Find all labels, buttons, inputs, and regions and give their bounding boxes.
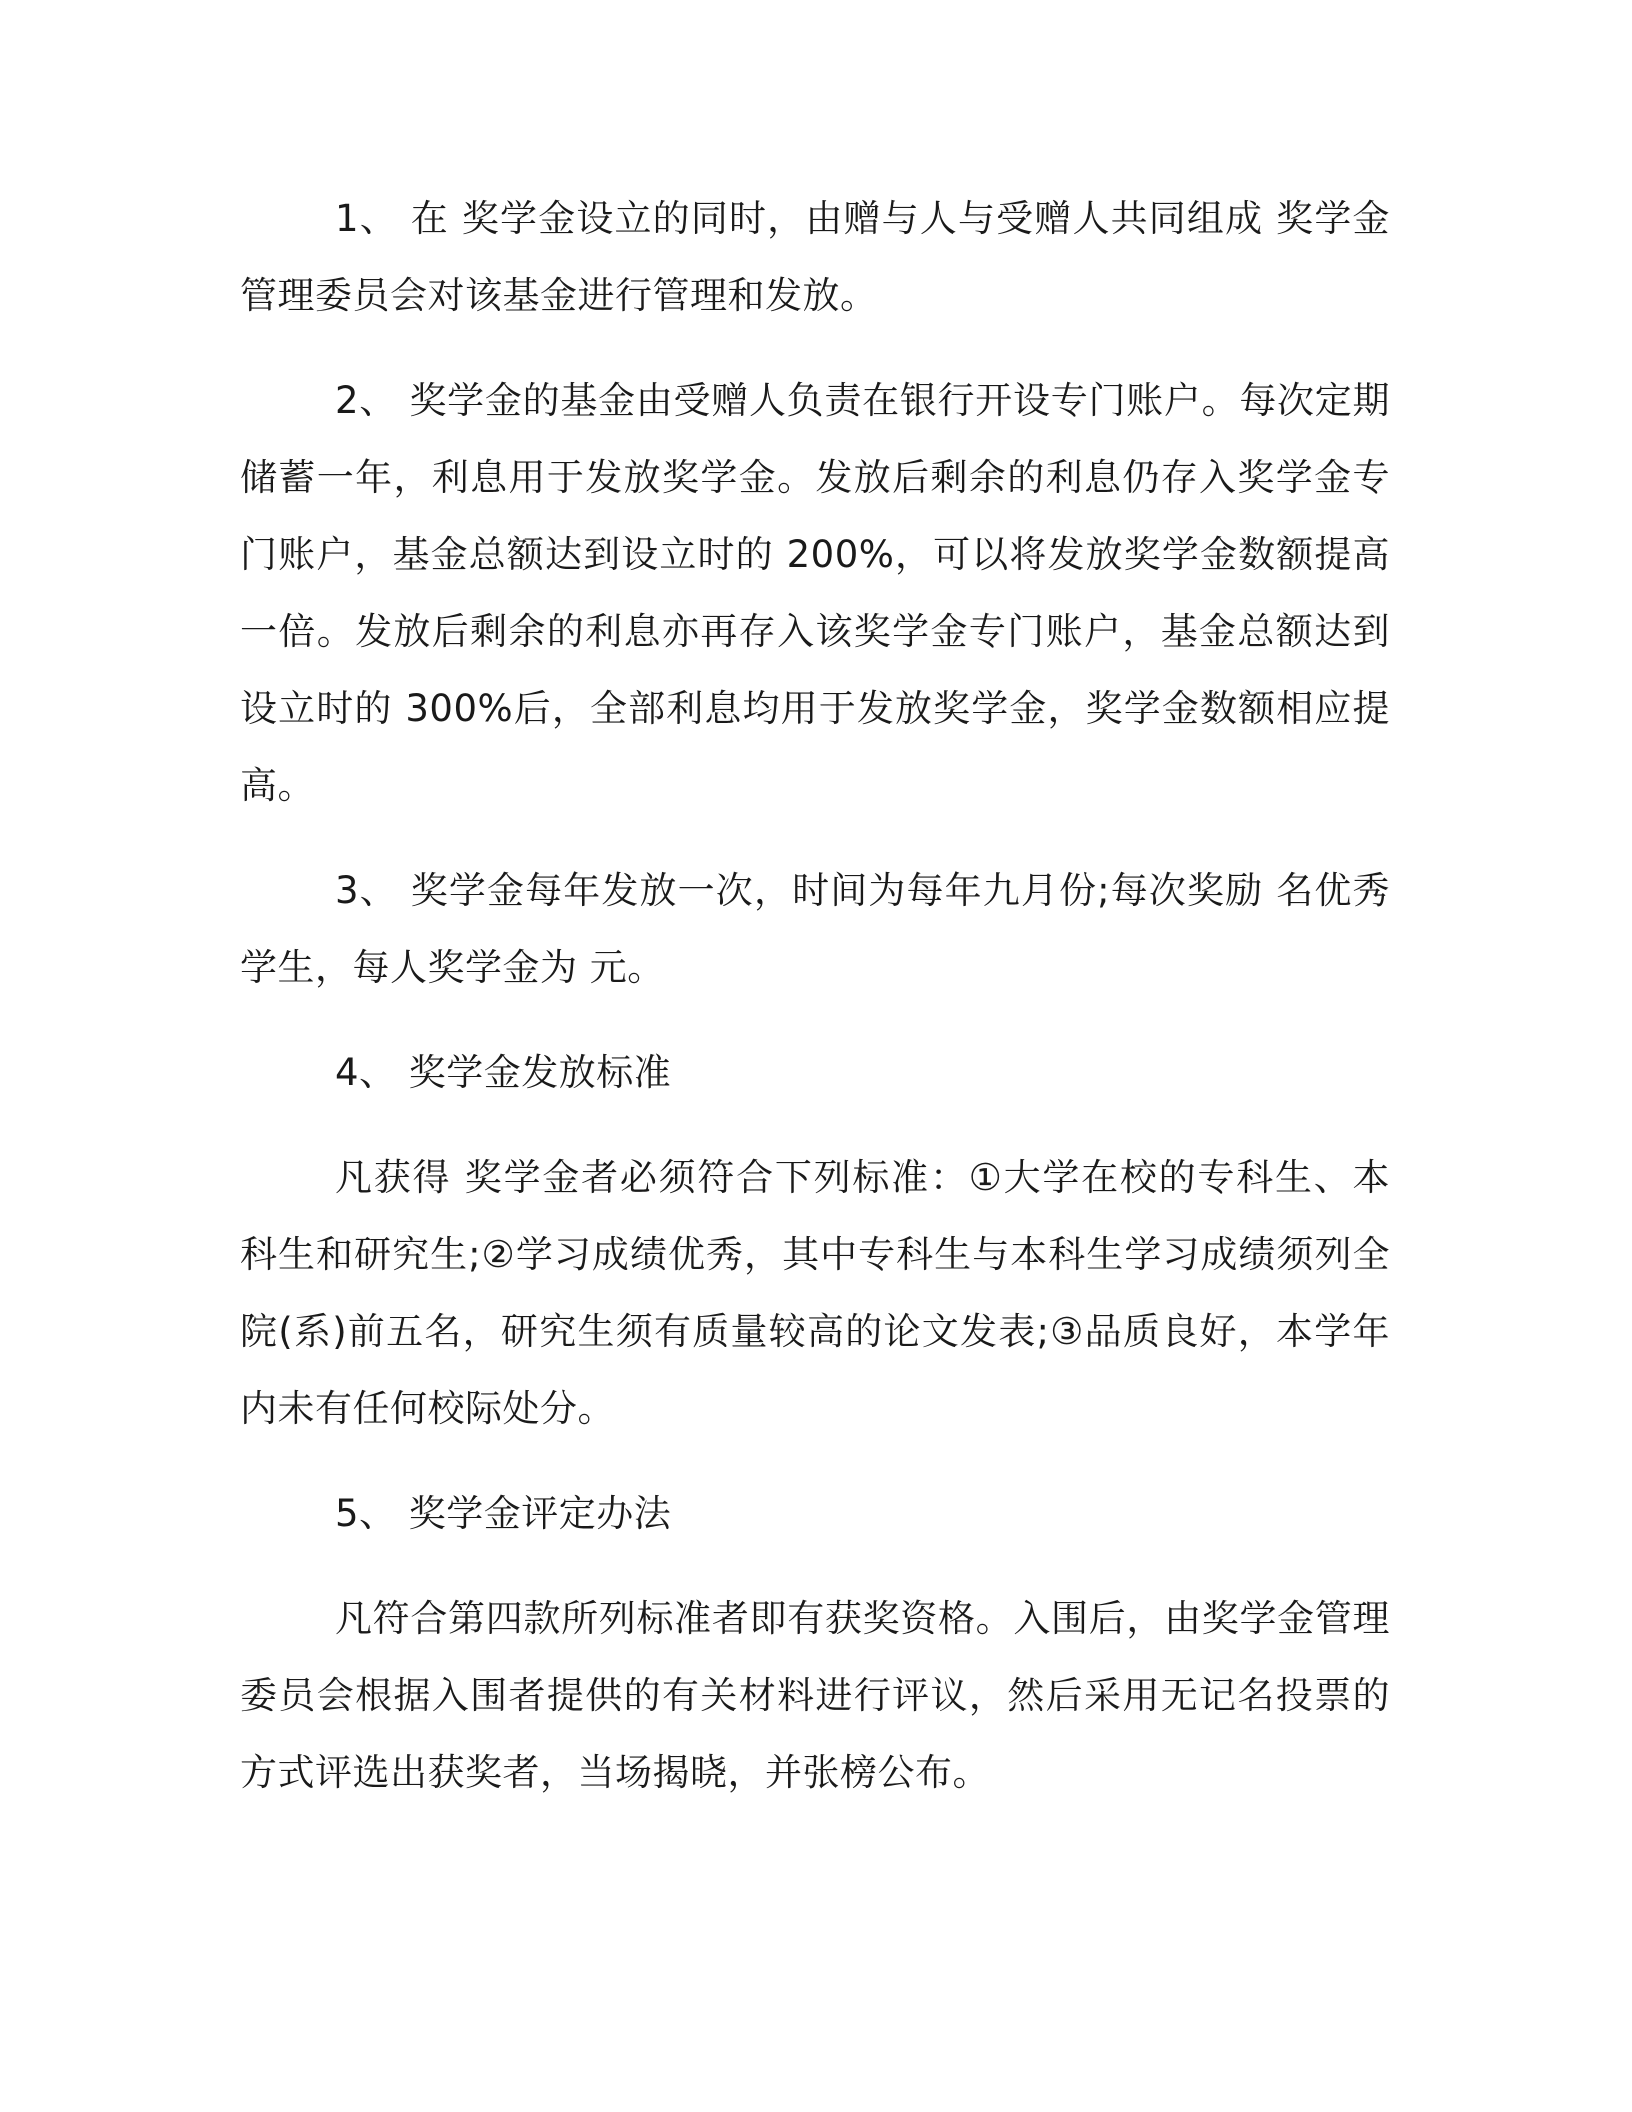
document-body bbox=[240, 180, 1390, 1839]
section-heading-4: 4、 奖学金发放标准 bbox=[335, 1051, 672, 1094]
paragraph-criteria: 凡获得 奖学金者必须符合下列标准：①大学在校的专科生、本科生和研究生;②学习成绩优秀，其中专科生与本科生学习成绩须列全院(系)前五名，研究生须有质量较高的论文发表;③品质良好，本学年内未有任何校际处分。 bbox=[240, 1156, 1390, 1430]
paragraph-3: 3、 奖学金每年发放一次，时间为每年九月份;每次奖励 名优秀学生，每人奖学金为 元。 bbox=[240, 869, 1390, 989]
paragraph-2: 2、 奖学金的基金由受赠人负责在银行开设专门账户。每次定期储蓄一年，利息用于发放奖学金。发放后剩余的利息仍存入奖学金专门账户，基金总额达到设立时的 200%，可以将发放奖学金数额提高一倍。发放后剩余的利息亦再存入该奖学金专门账户，基金总额达到设立时的 300%后，全部利息均用于发放奖学金，奖学金数额相应提高。 bbox=[240, 379, 1390, 807]
paragraph-evaluation: 凡符合第四款所列标准者即有获奖资格。入围后，由奖学金管理委员会根据入围者提供的有关材料进行评议，然后采用无记名投票的方式评选出获奖者，当场揭晓，并张榜公布。 bbox=[240, 1597, 1390, 1794]
paragraph-1: 1、 在 奖学金设立的同时，由赠与人与受赠人共同组成 奖学金管理委员会对该基金进行管理和发放。 bbox=[240, 197, 1390, 317]
section-heading-5: 5、 奖学金评定办法 bbox=[335, 1492, 672, 1535]
